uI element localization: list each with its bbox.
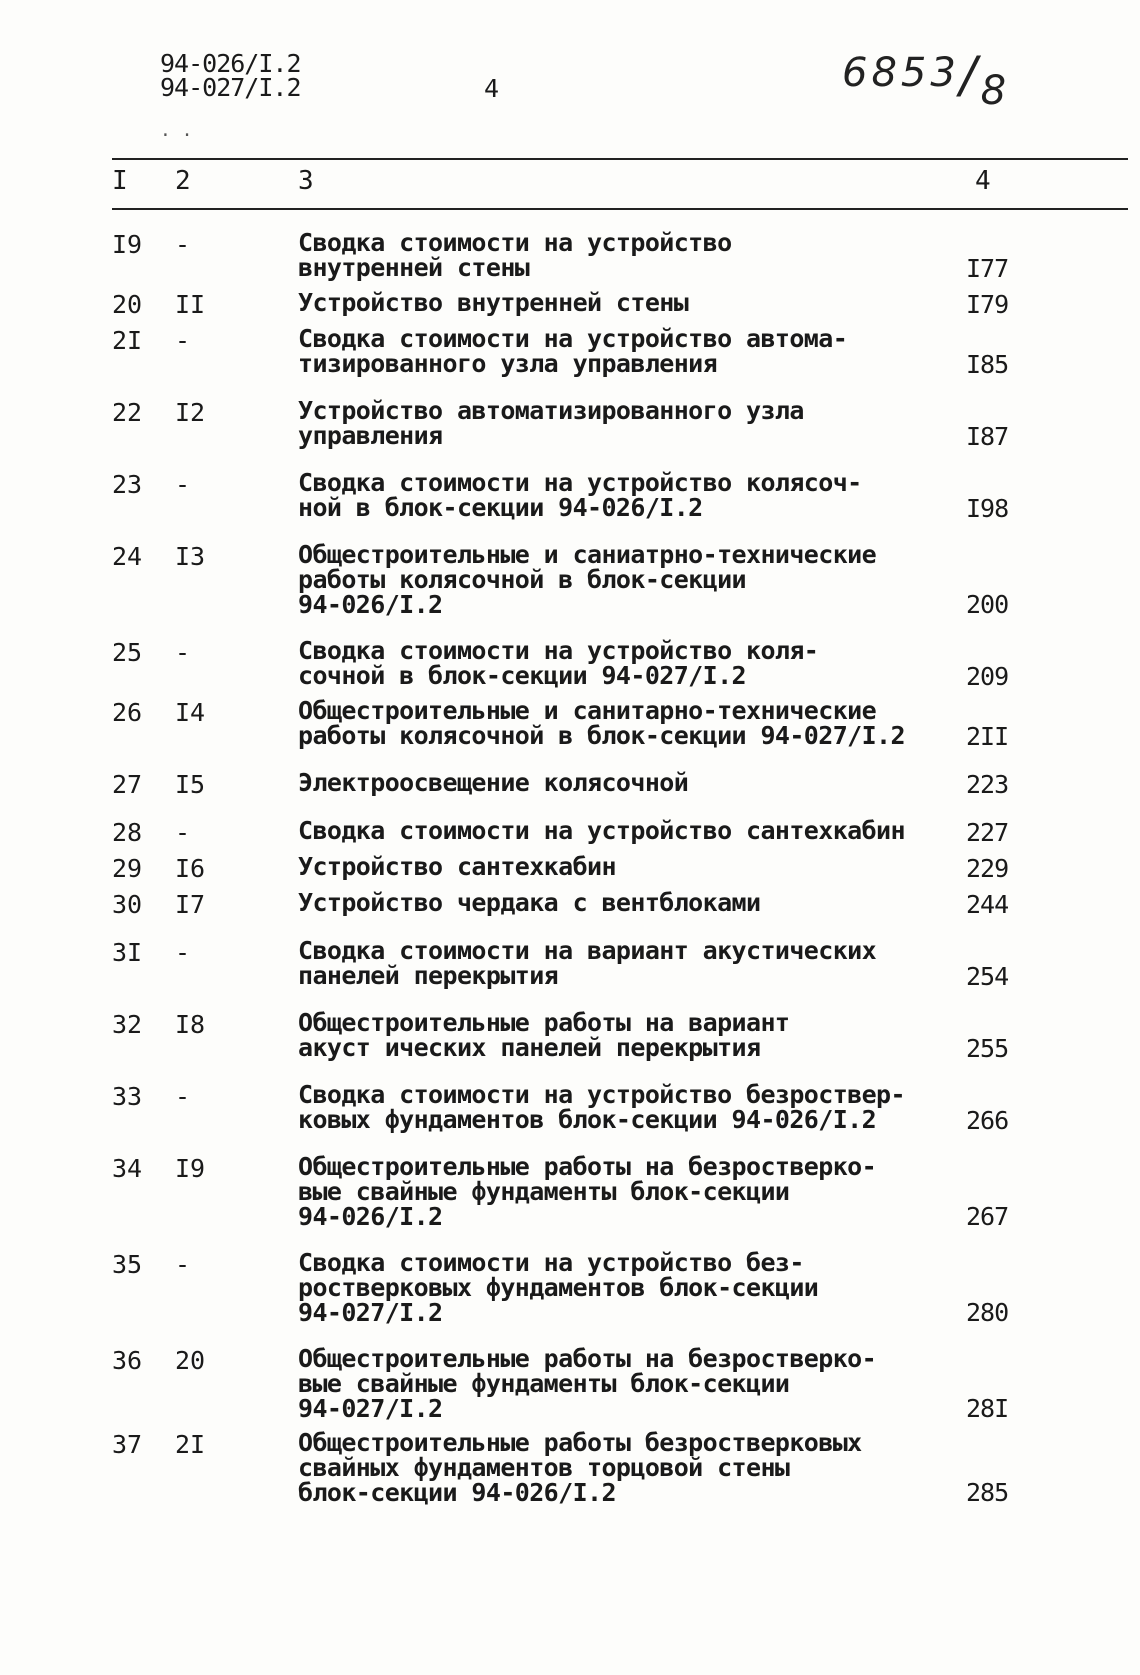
row-title-line: Сводка стоимости на устройство коля- [298,636,819,665]
row-title-line: Сводка стоимости на устройство безроствер- [298,1080,905,1109]
row-section: I4 [175,698,206,727]
column-header-3: 3 [298,166,314,196]
row-title-line: панелей перекрытия [298,961,559,990]
row-number: 34 [112,1154,143,1183]
row-number: 36 [112,1346,143,1375]
row-section: - [175,938,191,967]
row-page: 266 [966,1106,1009,1135]
document-code: 94-026/I.2 [160,49,301,78]
row-section: - [175,638,191,667]
row-title [298,1430,958,1505]
row-title-line: Общестроительные работы на вариант [298,1008,790,1037]
row-title [298,290,958,315]
archive-number [842,40,1011,114]
row-title-line: Общестроительные и санитарно-технические [298,696,877,725]
row-title-line: Общестроительные и саниатрно-технические [298,540,877,569]
row-number: 23 [112,470,143,499]
row-title [298,1154,958,1229]
row-title [298,770,958,795]
row-title-line: работы колясочной в блок-секции [298,565,746,594]
row-title-line: внутренней стены [298,253,530,282]
row-title [298,326,958,376]
row-page: I79 [966,290,1009,319]
archive-number-main: 6853 [842,50,960,96]
row-section: I3 [175,542,206,571]
row-page: 200 [966,590,1009,619]
print-specks: . . [160,120,193,141]
row-page: 227 [966,818,1009,847]
row-page: 229 [966,854,1009,883]
row-page: 209 [966,662,1009,691]
row-title-line: Электроосвещение колясочной [298,768,689,797]
document-codes [160,49,301,102]
row-number: 29 [112,854,143,883]
row-title [298,470,958,520]
row-title-line: работы колясочной в блок-секции 94-027/I.2 [298,721,905,750]
row-number: 32 [112,1010,143,1039]
row-title-line: тизированного узла управления [298,349,718,378]
row-section: - [175,470,191,499]
row-section: I5 [175,770,206,799]
row-page: 254 [966,962,1009,991]
row-section: 2I [175,1430,206,1459]
row-title-line: Сводка стоимости на вариант акустических [298,936,877,965]
row-page: I77 [966,254,1009,283]
row-title [298,1250,958,1325]
row-title [298,854,958,879]
row-title [298,818,958,843]
row-page: I87 [966,422,1009,451]
row-title [298,542,958,617]
row-title-line: акуст ических панелей перекрытия [298,1033,761,1062]
row-section: II [175,290,206,319]
row-title-line: 94-027/I.2 [298,1394,443,1423]
row-title [298,1346,958,1421]
row-number: 2I [112,326,143,355]
row-section: - [175,326,191,355]
column-header-2: 2 [175,166,191,196]
row-number: 37 [112,1430,143,1459]
row-title-line: Устройство сантехкабин [298,852,616,881]
row-section: I9 [175,1154,206,1183]
row-number: 35 [112,1250,143,1279]
table-header-row [0,166,1140,202]
row-title-line: Устройство чердака с вентблоками [298,888,761,917]
row-title-line: Сводка стоимости на устройство автома- [298,324,848,353]
row-title-line: сочной в блок-секции 94-027/I.2 [298,661,746,690]
row-section: - [175,230,191,259]
row-title-line: Сводка стоимости на устройство сантехкабин [298,816,905,845]
row-page: 280 [966,1298,1009,1327]
row-title [298,698,958,748]
row-title-line: Устройство автоматизированного узла [298,396,804,425]
archive-number-slash: / [959,46,981,104]
page-number: 4 [484,74,500,103]
row-title-line: ростверковых фундаментов блок-секции [298,1273,819,1302]
row-page: 267 [966,1202,1009,1231]
row-title-line: управления [298,421,443,450]
row-title-line: 94-026/I.2 [298,1202,443,1231]
row-title-line: 94-026/I.2 [298,590,443,619]
row-title-line: Сводка стоимости на устройство без- [298,1248,804,1277]
row-title [298,1082,958,1132]
row-title-line: ной в блок-секции 94-026/I.2 [298,493,703,522]
row-title-line: Устройство внутренней стены [298,288,689,317]
row-section: I2 [175,398,206,427]
column-header-1: I [112,166,128,196]
row-number: 3I [112,938,143,967]
row-page: 223 [966,770,1009,799]
row-title-line: Общестроительные работы безростверковых [298,1428,862,1457]
row-page: 2II [966,722,1009,751]
row-page: 244 [966,890,1009,919]
row-title-line: блок-секции 94-026/I.2 [298,1478,616,1507]
row-section: I7 [175,890,206,919]
row-section: I6 [175,854,206,883]
row-number: 28 [112,818,143,847]
row-title-line: вые свайные фундаменты блок-секции [298,1369,790,1398]
row-title-line: Общестроительные работы на безростверко- [298,1344,877,1373]
row-section: 20 [175,1346,206,1375]
table-top-rule [112,158,1128,160]
row-title-line: ковых фундаментов блок-секции 94-026/I.2 [298,1105,877,1134]
row-title [298,230,958,280]
row-number: 20 [112,290,143,319]
row-page: I98 [966,494,1009,523]
row-title-line: вые свайные фундаменты блок-секции [298,1177,790,1206]
row-number: 26 [112,698,143,727]
row-title [298,938,958,988]
row-number: 33 [112,1082,143,1111]
row-title-line: Сводка стоимости на устройство колясоч- [298,468,862,497]
row-title-line: свайных фундаментов торцовой стены [298,1453,790,1482]
row-title-line: 94-027/I.2 [298,1298,443,1327]
column-header-4: 4 [975,166,991,196]
row-number: 27 [112,770,143,799]
row-section: - [175,818,191,847]
row-title [298,1010,958,1060]
archive-sheet-number: 8 [980,68,1011,114]
row-section: - [175,1082,191,1111]
row-section: I8 [175,1010,206,1039]
row-title [298,638,958,688]
row-number: 24 [112,542,143,571]
row-number: 30 [112,890,143,919]
row-number: I9 [112,230,143,259]
row-title-line: Сводка стоимости на устройство [298,228,732,257]
document-code: 94-027/I.2 [160,73,301,102]
row-page: 255 [966,1034,1009,1063]
row-page: I85 [966,350,1009,379]
row-page: 28I [966,1394,1009,1423]
row-title [298,890,958,915]
table-header-rule [112,208,1128,210]
row-title-line: Общестроительные работы на безростверко- [298,1152,877,1181]
row-number: 25 [112,638,143,667]
row-page: 285 [966,1478,1009,1507]
row-section: - [175,1250,191,1279]
row-title [298,398,958,448]
row-number: 22 [112,398,143,427]
